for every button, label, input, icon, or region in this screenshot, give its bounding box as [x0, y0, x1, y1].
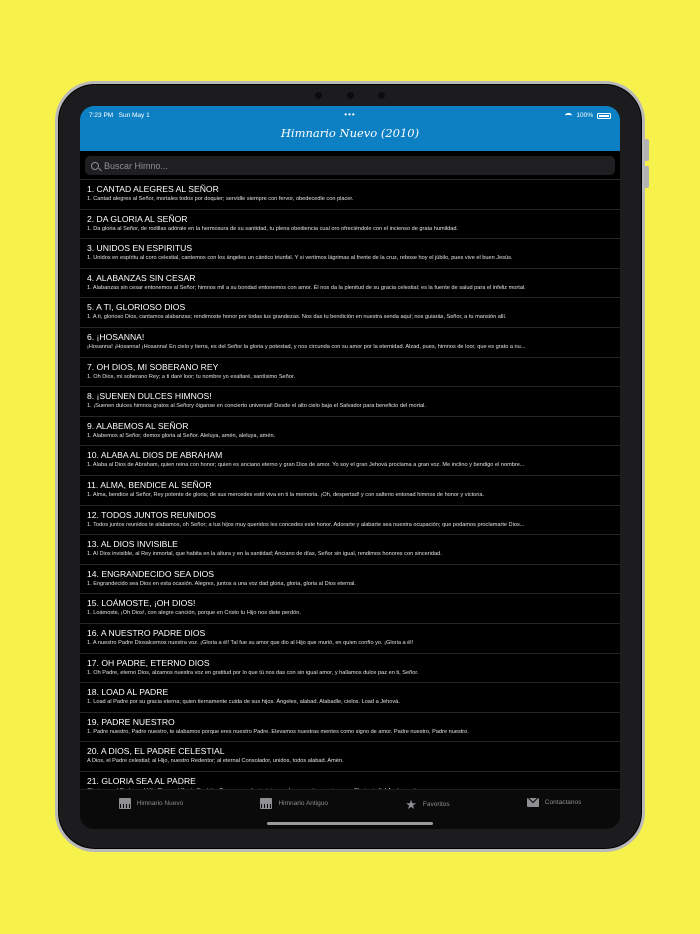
tab-favoritos[interactable] — [405, 798, 449, 811]
hymn-title: 12. TODOS JUNTOS REUNIDOS — [87, 509, 216, 520]
hymn-title: 21. GLORIA SEA AL PADRE — [87, 775, 196, 786]
list-item[interactable] — [80, 654, 620, 684]
volume-up-button — [644, 139, 649, 161]
list-item[interactable] — [80, 417, 620, 447]
hymn-title: 5. A TI, GLORIOSO DIOS — [87, 302, 186, 313]
hymn-title: 15. LOÁMOSTE, ¡OH DIOS! — [87, 598, 196, 609]
hymn-title: 14. ENGRANDECIDO SEA DIOS — [87, 568, 215, 579]
page-title: Himnario Nuevo (2010) — [280, 126, 420, 140]
hymn-excerpt: 1. Alabanzas sin cesar entonemos al Señor; himnos mil a su bondad entonemos con amor. Él nos da la plenitud de su gracia celestial; es la fuente de salud para el infeliz mortal. — [87, 284, 526, 291]
app-header — [80, 106, 620, 151]
list-item[interactable] — [80, 624, 620, 654]
list-item[interactable] — [80, 476, 620, 506]
status-bar — [80, 110, 620, 122]
app-screen — [80, 106, 620, 829]
hymn-title: 17. OH PADRE, ETERNO DIOS — [87, 657, 210, 668]
list-item[interactable] — [80, 535, 620, 565]
hymn-excerpt: ¡Hosanna! ¡Hosanna! ¡Hosanna! En cielo y tierra, es del Señor la gloria y potestad, y nos circunda con su amor por la eternidad. Alzad, pues, himnos de loor, que es grato a nu... — [87, 343, 526, 350]
hymn-excerpt: 1. Oh Dios, mi soberano Rey; a ti daré loor; tu nombre yo exaltaré, santísimo Señor. — [87, 373, 296, 380]
tab-contactanos[interactable] — [527, 798, 582, 807]
hymn-title: 18. LOAD AL PADRE — [87, 687, 169, 698]
home-indicator[interactable] — [267, 822, 433, 825]
status-time: 7:23 PM — [89, 112, 114, 119]
hymn-title: 10. ALABA AL DIOS DE ABRAHAM — [87, 450, 223, 461]
tab-label: Himnario Antiguo — [278, 800, 328, 807]
mail-icon — [527, 798, 539, 807]
hymn-list[interactable] — [80, 180, 620, 796]
hymn-title: 19. PADRE NUESTRO — [87, 716, 175, 727]
search-icon — [91, 162, 99, 170]
hymn-excerpt: 1. Loámoste, ¡Oh Dios!, con alegre canción, porque en Cristo tu Hijo nos diste perdón. — [87, 610, 301, 617]
sensor-dot — [315, 92, 322, 99]
hymn-excerpt: 1. A ti, glorioso Dios, cantamos alabanzas; rendimoste honor por todas tus grandezas. Nos das tu bendición en nuestra senda aquí; nos guiarás, Señor, a tu mansión allí. — [87, 314, 507, 321]
list-item[interactable] — [80, 742, 620, 772]
list-item[interactable] — [80, 387, 620, 417]
list-item[interactable] — [80, 594, 620, 624]
hymn-excerpt: 1. Da gloria al Señor, de rodillas adórale en la hermosura de su santidad, tu plena obediencia cual oro ofreciéndole con el incienso de grata humildad. — [87, 225, 458, 232]
list-item[interactable] — [80, 713, 620, 743]
camera-bar — [315, 90, 385, 100]
list-item[interactable] — [80, 506, 620, 536]
list-item[interactable] — [80, 328, 620, 358]
hymn-title: 16. A NUESTRO PADRE DIOS — [87, 627, 206, 638]
hymn-title: 20. A DIOS, EL PADRE CELESTIAL — [87, 746, 225, 757]
hymn-title: 9. ALABEMOS AL SEÑOR — [87, 420, 189, 431]
battery-percent: 100% — [576, 112, 593, 119]
status-right — [565, 112, 611, 119]
hymn-excerpt: 1. Oh Padre, eterno Dios, alzamos nuestra voz en gratitud por lo que tú nos das con sin igual amor, y hallamos dulce paz en ti, Señor. — [87, 669, 419, 676]
tab-label: Contactanos — [544, 799, 582, 806]
list-item[interactable] — [80, 358, 620, 388]
tab-label: Himnario Nuevo — [136, 800, 184, 807]
search-field[interactable] — [85, 156, 615, 175]
hymn-title: 4. ALABANZAS SIN CESAR — [87, 272, 196, 283]
hymn-excerpt: 1. Engrandecido sea Dios en esta ocasión. Alegres, juntos a una voz dad gloria, gloria, gloria al Dios eternal. — [87, 580, 356, 587]
hymn-excerpt: 1. Cantad alegres al Señor, mortales todos por doquier; servidle siempre con fervor, obedecedle con placer. — [87, 196, 354, 202]
ipad-frame — [55, 81, 645, 852]
status-date: Sun May 1 — [118, 112, 150, 119]
hymn-title: 11. ALMA, BENDICE AL SEÑOR — [87, 479, 212, 490]
list-item[interactable] — [80, 210, 620, 240]
status-time-date — [89, 112, 150, 119]
search-input[interactable] — [104, 161, 576, 171]
hymn-title: 8. ¡SUENEN DULCES HIMNOS! — [87, 391, 212, 402]
hymn-excerpt: 1. A nuestro Padre Diosalcemos nuestra voz. ¡Gloria a él! Tal fue su amor que dio al Hijo que murió, en quien confío yo. ¡Gloria a él! — [87, 639, 414, 646]
hymn-title: 2. DA GLORIA AL SEÑOR — [87, 213, 188, 224]
star-icon: ★ — [405, 797, 417, 812]
tab-label: Favoritos — [422, 801, 450, 808]
hymn-title: 6. ¡HOSANNA! — [87, 331, 145, 342]
hymn-excerpt: 1. Todos juntos reunidos te alabamos, oh Señor; a tus hijos muy queridos les concedes este honor. Adorarte y alabarte sea nuestra ocupación; que podamos proclamarte Dios... — [87, 521, 525, 528]
hymn-excerpt: A Dios, el Padre celestial; al Hijo, nuestro Redentor; al eternal Consolador, unidos, todos alabad. Amén. — [87, 758, 344, 765]
hymn-excerpt: 1. Unidos en espíritu al coro celestial, cantemos con los ángeles un cántico triunfal. Y si vertimos lágrimas al frente de la cruz, rebose hoy el júbilo, pues vive el buen Jesús. — [87, 255, 513, 262]
multitasking-dots-icon[interactable]: ••• — [344, 110, 356, 119]
wifi-icon — [565, 113, 572, 118]
list-item[interactable] — [80, 269, 620, 299]
list-item[interactable] — [80, 683, 620, 713]
camera-dot — [347, 92, 354, 99]
tab-himnario-nuevo[interactable] — [119, 798, 184, 809]
hymn-excerpt: 1. Padre nuestro, Padre nuestro, te alabamos porque eres nuestro Padre. Elevamos nuestras mentes como signo de amor. Padre nuestro, Padre nuestro. — [87, 728, 469, 735]
hymn-excerpt: 1. Alma, bendice al Señor, Rey potente de gloria; de sus mercedes esté viva en ti la memoria. ¡Oh, despertad! y con salterio entonad himnos de honor y victoria. — [87, 491, 485, 498]
piano-icon — [119, 798, 131, 809]
list-item[interactable] — [80, 239, 620, 269]
tab-himnario-antiguo[interactable] — [260, 798, 328, 809]
hymn-title: 7. OH DIOS, MI SOBERANO REY — [87, 361, 219, 372]
tab-bar — [80, 789, 620, 829]
hymn-excerpt: 1. Alabemos al Señor; demos gloria al Señor. Aleluya, amén, aleluya, amén. — [87, 432, 276, 439]
hymn-title: 1. CANTAD ALEGRES AL SEÑOR — [87, 184, 219, 194]
list-item[interactable] — [80, 298, 620, 328]
volume-down-button — [644, 166, 649, 188]
hymn-title: 13. AL DIOS INVISIBLE — [87, 539, 178, 550]
hymn-excerpt: 1. Al Dios invisible, al Rey inmortal, que habita en la altura y en la santidad; Anciano de días, Señor sin igual, rendimos honores con sinceridad. — [87, 551, 442, 558]
list-item[interactable] — [80, 180, 620, 210]
sensor-dot — [378, 92, 385, 99]
hymn-title: 3. UNIDOS EN ESPIRITUS — [87, 243, 193, 254]
piano-icon — [260, 798, 272, 809]
hymn-excerpt: 1. ¡Suenen dulces himnos gratos al Señory óiganse en concierto universal! Desde el alto cielo baja el Salvador para beneficio del mortal. — [87, 403, 426, 410]
battery-icon — [597, 113, 611, 119]
hymn-excerpt: 1. Load al Padre por su gracia eterna; quien tiernamente cuida de sus hijos. Ángeles, alabad. Alabadle, cielos. Load a Jehová. — [87, 699, 400, 706]
list-item[interactable] — [80, 565, 620, 595]
list-item[interactable] — [80, 446, 620, 476]
hymn-excerpt: 1. Alaba al Dios de Abraham, quien reina con honor; quien es anciano eterno y gran Dios de amor. Yo soy el gran Jehová proclama a gran voz. Me inclino y bendigo el nombre... — [87, 462, 525, 469]
search-bar — [80, 151, 620, 180]
